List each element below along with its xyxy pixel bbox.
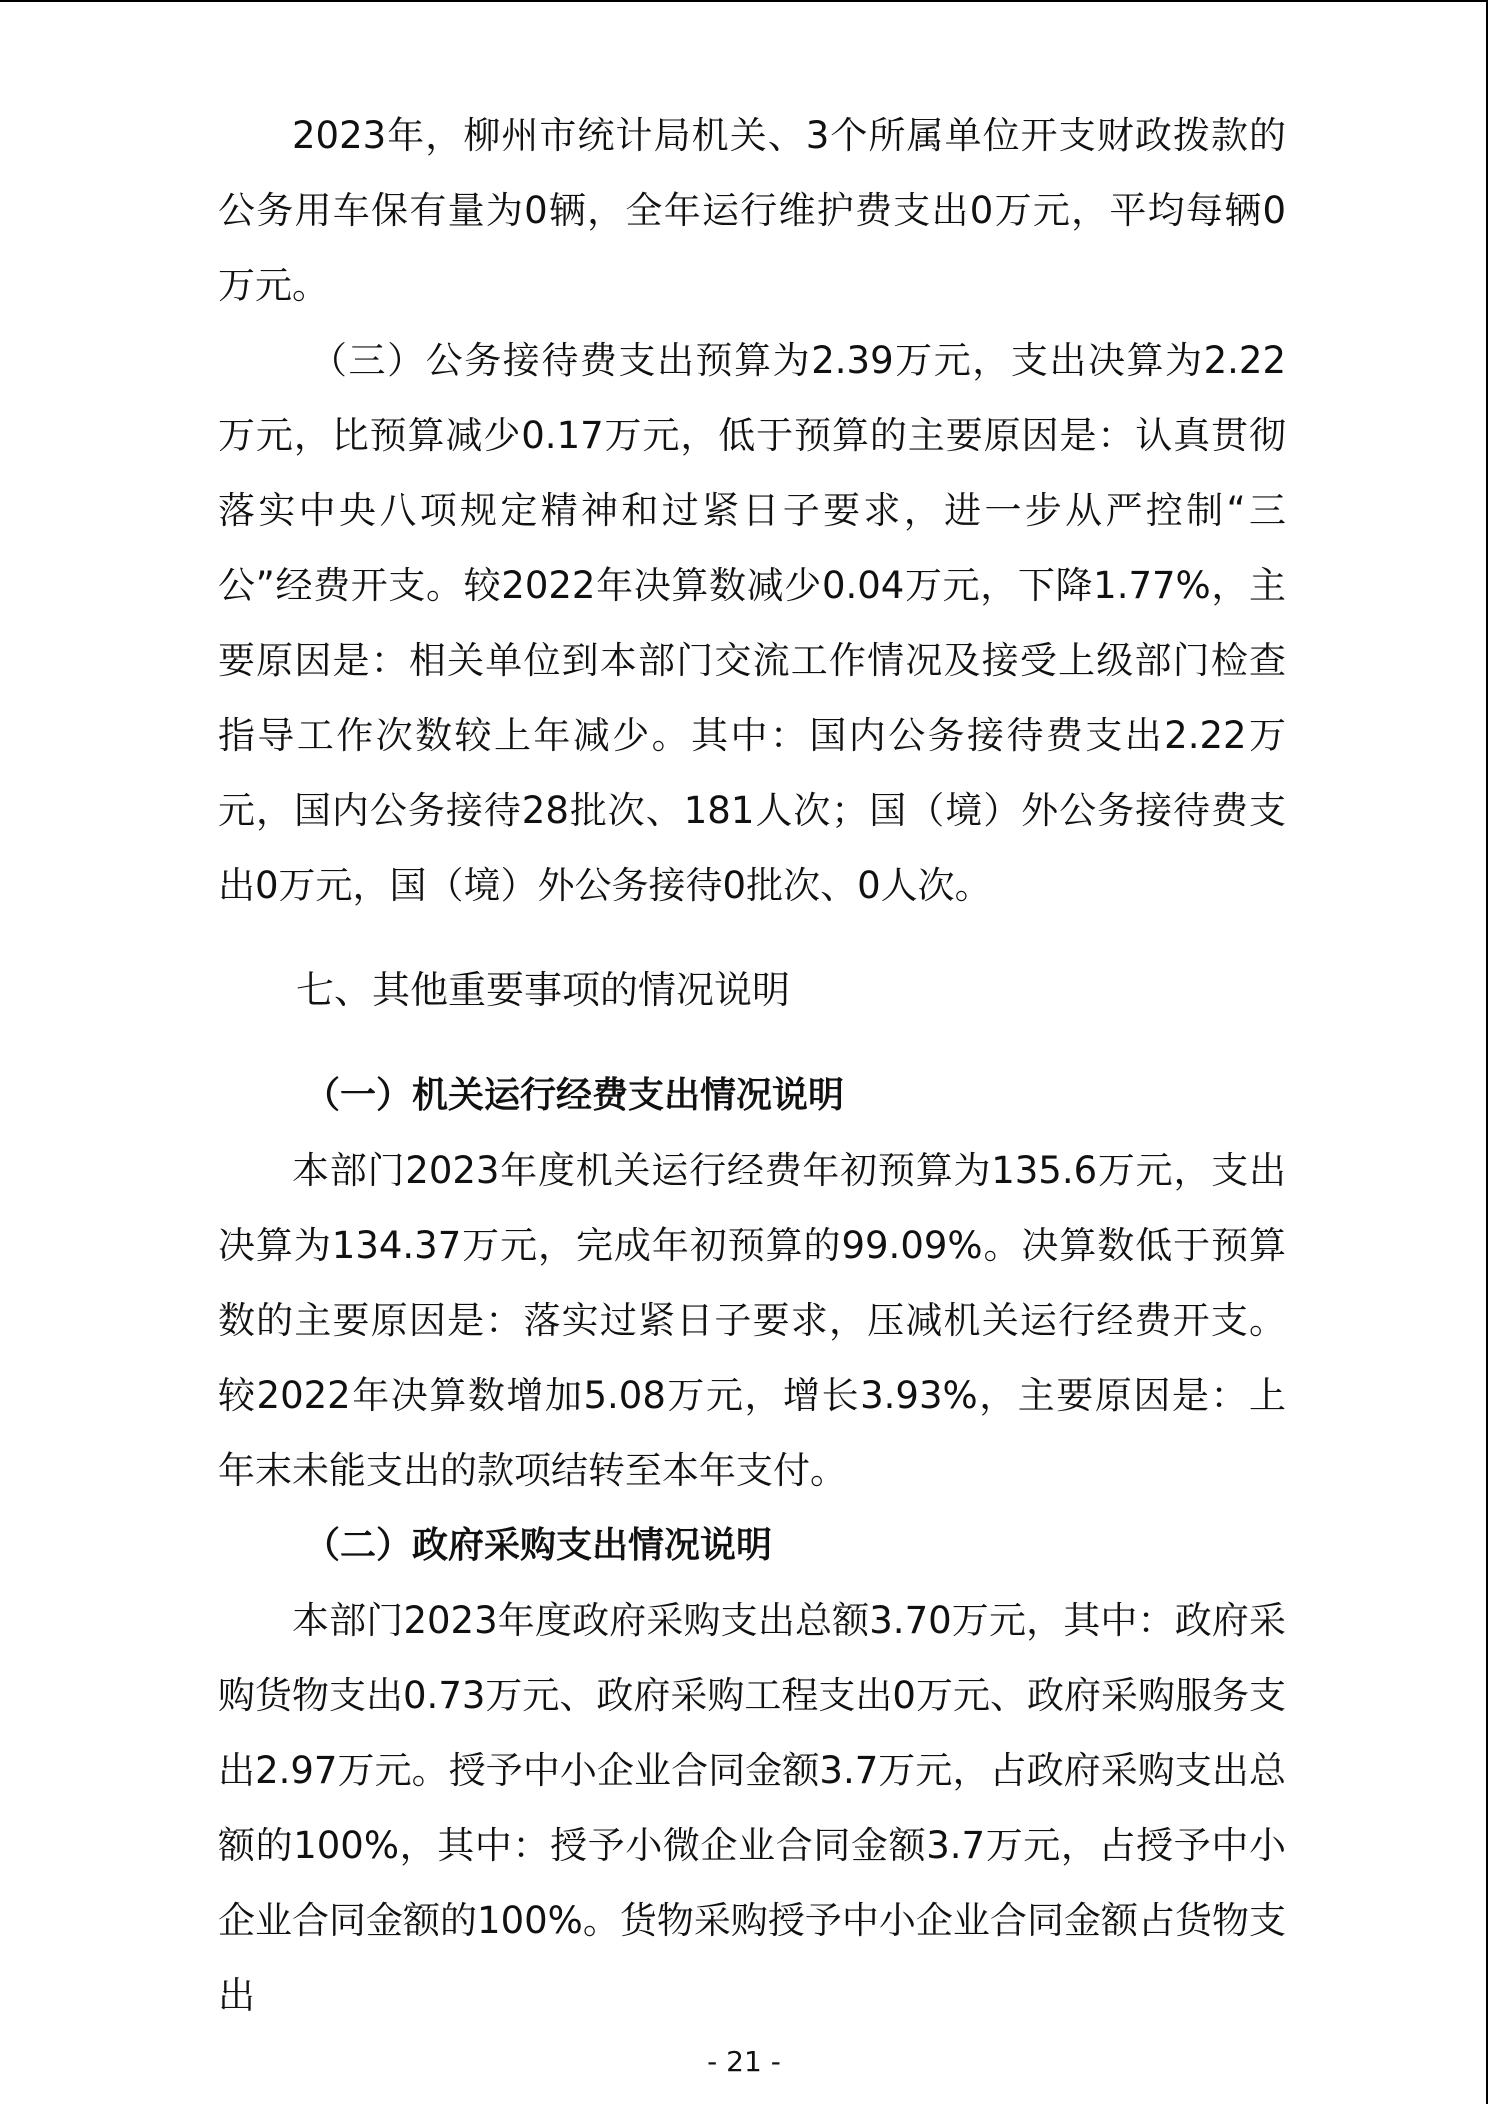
document-body — [218, 98, 1286, 2033]
page-border-top — [0, 0, 1488, 2]
page-number: - 21 - — [707, 2045, 781, 2078]
paragraph-vehicle-usage: 2023年，柳州市统计局机关、3个所属单位开支财政拨款的公务用车保有量为0辆，全年运行维护费支出0万元，平均每辆0万元。 — [218, 114, 1286, 307]
paragraph-reception-expenses: （三）公务接待费支出预算为2.39万元，支出决算为2.22万元，比预算减少0.17万元，低于预算的主要原因是：认真贯彻落实中央八项规定精神和过紧日子要求，进一步从严控制“三公”经费开支。较2022年决算数减少0.04万元，下降1.77%，主要原因是：相关单位到本部门交流工作情况及接受上级部门检查指导工作次数较上年减少。其中：国内公务接待费支出2.22万元，国内公务接待28批次、181人次；国（境）外公务接待费支出0万元，国（境）外公务接待0批次、0人次。 — [218, 339, 1286, 907]
subsection-heading-operating-costs: （一）机关运行经费支出情况说明 — [304, 1075, 845, 1116]
paragraph-operating-costs: 本部门2023年度机关运行经费年初预算为135.6万元，支出决算为134.37万元，完成年初预算的99.09%。决算数低于预算数的主要原因是：落实过紧日子要求，压减机关运行经费开支。较2022年决算数增加5.08万元，增长3.93%，主要原因是：上年末未能支出的款项结转至本年支付。 — [218, 1149, 1286, 1492]
section-heading: 七、其他重要事项的情况说明 — [296, 968, 791, 1012]
subsection-heading-procurement: （二）政府采购支出情况说明 — [304, 1525, 773, 1566]
paragraph-procurement: 本部门2023年度政府采购支出总额3.70万元，其中：政府采购货物支出0.73万元、政府采购工程支出0万元、政府采购服务支出2.97万元。授予中小企业合同金额3.7万元，占政府采购支出总额的100%，其中：授予小微企业合同金额3.7万元，占授予中小企业合同金额的100%。货物采购授予中小企业合同金额占货物支出 — [218, 1599, 1286, 2017]
